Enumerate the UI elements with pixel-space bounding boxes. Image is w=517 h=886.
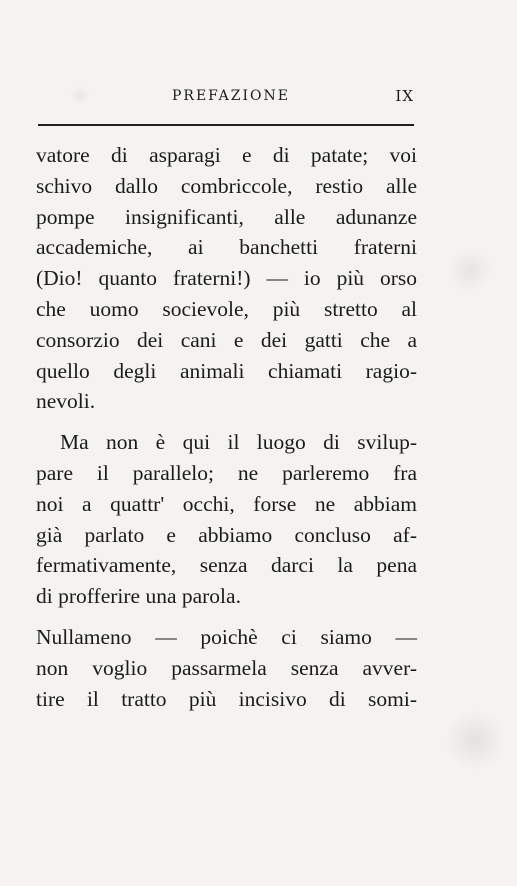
text-line: non voglio passarmela senza avver-	[36, 655, 417, 680]
text-line: nevoli.	[36, 389, 96, 414]
text-line: noi a quattr' occhi, forse ne abbiam	[36, 491, 417, 516]
text-line: vatore di asparagi e di patate; voi	[36, 143, 417, 167]
text-line: quello degli animali chiamati ragio-	[36, 358, 417, 383]
page-header	[38, 86, 414, 110]
body-text	[36, 140, 417, 714]
text-line: di profferire una parola.	[36, 584, 241, 609]
text-line: (Dio! quanto fraterni!) — io più orso	[36, 266, 417, 291]
header-rule	[38, 124, 414, 126]
text-line: accademiche, ai banchetti fraterni	[36, 235, 417, 260]
text-line: Nullameno — poichè ci siamo —	[36, 624, 417, 649]
text-line: schivo dallo combriccole, restio alle	[36, 173, 417, 198]
running-title: PREFAZIONE	[172, 88, 290, 104]
paragraph-gap	[36, 612, 417, 622]
paragraph-gap	[36, 417, 417, 427]
text-line: consorzio dei cani e dei gatti che a	[36, 327, 417, 352]
text-line: tire il tratto più incisivo di somi-	[36, 686, 417, 711]
page-number: IX	[395, 87, 414, 105]
text-line: fermativamente, senza darci la pena	[36, 553, 417, 578]
text-line: pompe insignificanti, alle adunanze	[36, 204, 417, 229]
text-line: già parlato e abbiamo concluso af-	[36, 522, 417, 547]
text-line: pare il parallelo; ne parleremo fra	[36, 460, 417, 485]
text-line: Ma non è qui il luogo di svilup-	[60, 430, 417, 455]
text-line: che uomo socievole, più stretto al	[36, 296, 417, 321]
